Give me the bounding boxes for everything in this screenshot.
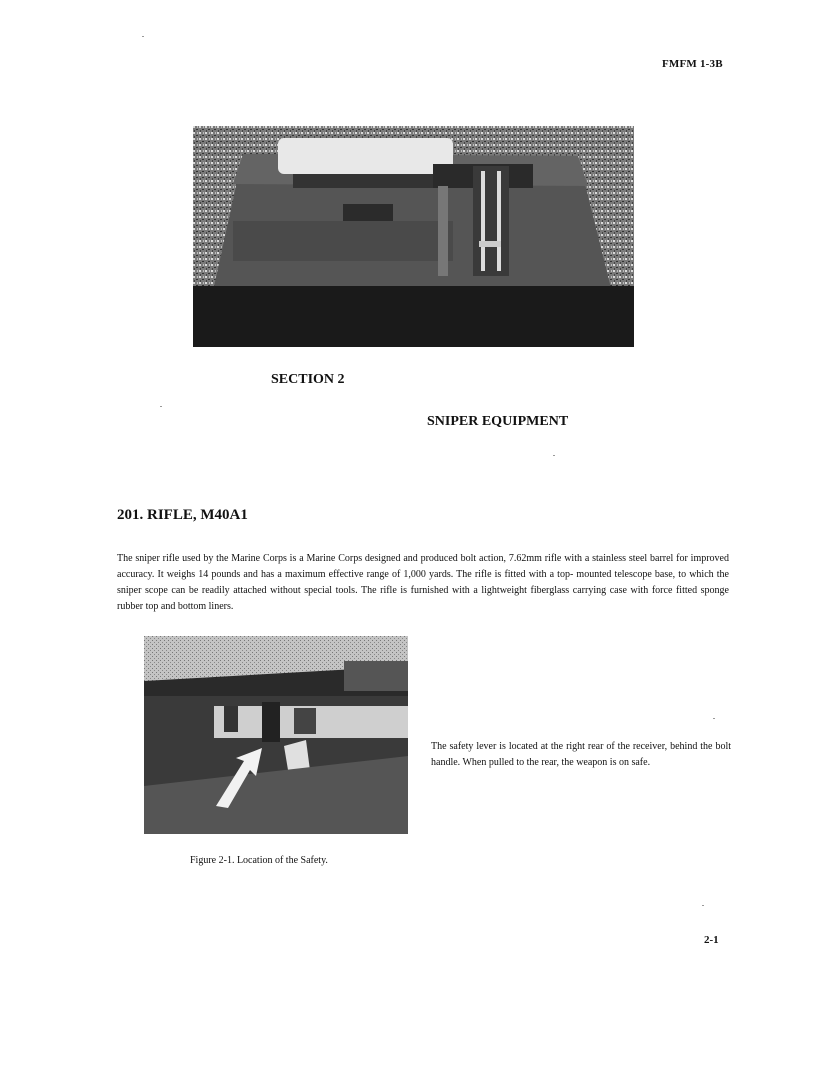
document-code: FMFM 1-3B [662,58,723,70]
scan-speck [702,905,704,906]
rifle-case-photo [193,126,634,347]
safety-description: The safety lever is located at the right rear of the receiver, behind the bolt handle. When pulled to the rear, the weapon is on safe. [431,741,731,768]
figure-caption: Figure 2-1. Location of the Safety. [190,855,328,866]
scan-speck [160,406,162,407]
rifle-safety-photo [144,636,408,834]
rifle-case-image [193,126,634,347]
subsection-heading: 201. RIFLE, M40A1 [117,507,248,523]
section-title: SNIPER EQUIPMENT [427,414,569,429]
scan-speck [713,718,715,719]
page-number: 2-1 [704,934,719,946]
section-label: SECTION 2 [271,372,345,387]
rifle-safety-image [144,636,408,834]
scan-speck [142,36,144,37]
scan-speck [553,455,555,456]
body-paragraph: The sniper rifle used by the Marine Corps is a Marine Corps designed and produced bolt action, 7.62mm rifle with a stainless steel barrel for improved accuracy. It weighs 14 pounds and has a maximum effective range of 1,000 yards. The rifle is fitted with a top- mounted telescope base, to which the sniper scope can be readily attached without special tools. The rifle is furnished with a lightweight fiberglass carrying case with force fitted sponge rubber top and bottom liners. [117,553,729,612]
